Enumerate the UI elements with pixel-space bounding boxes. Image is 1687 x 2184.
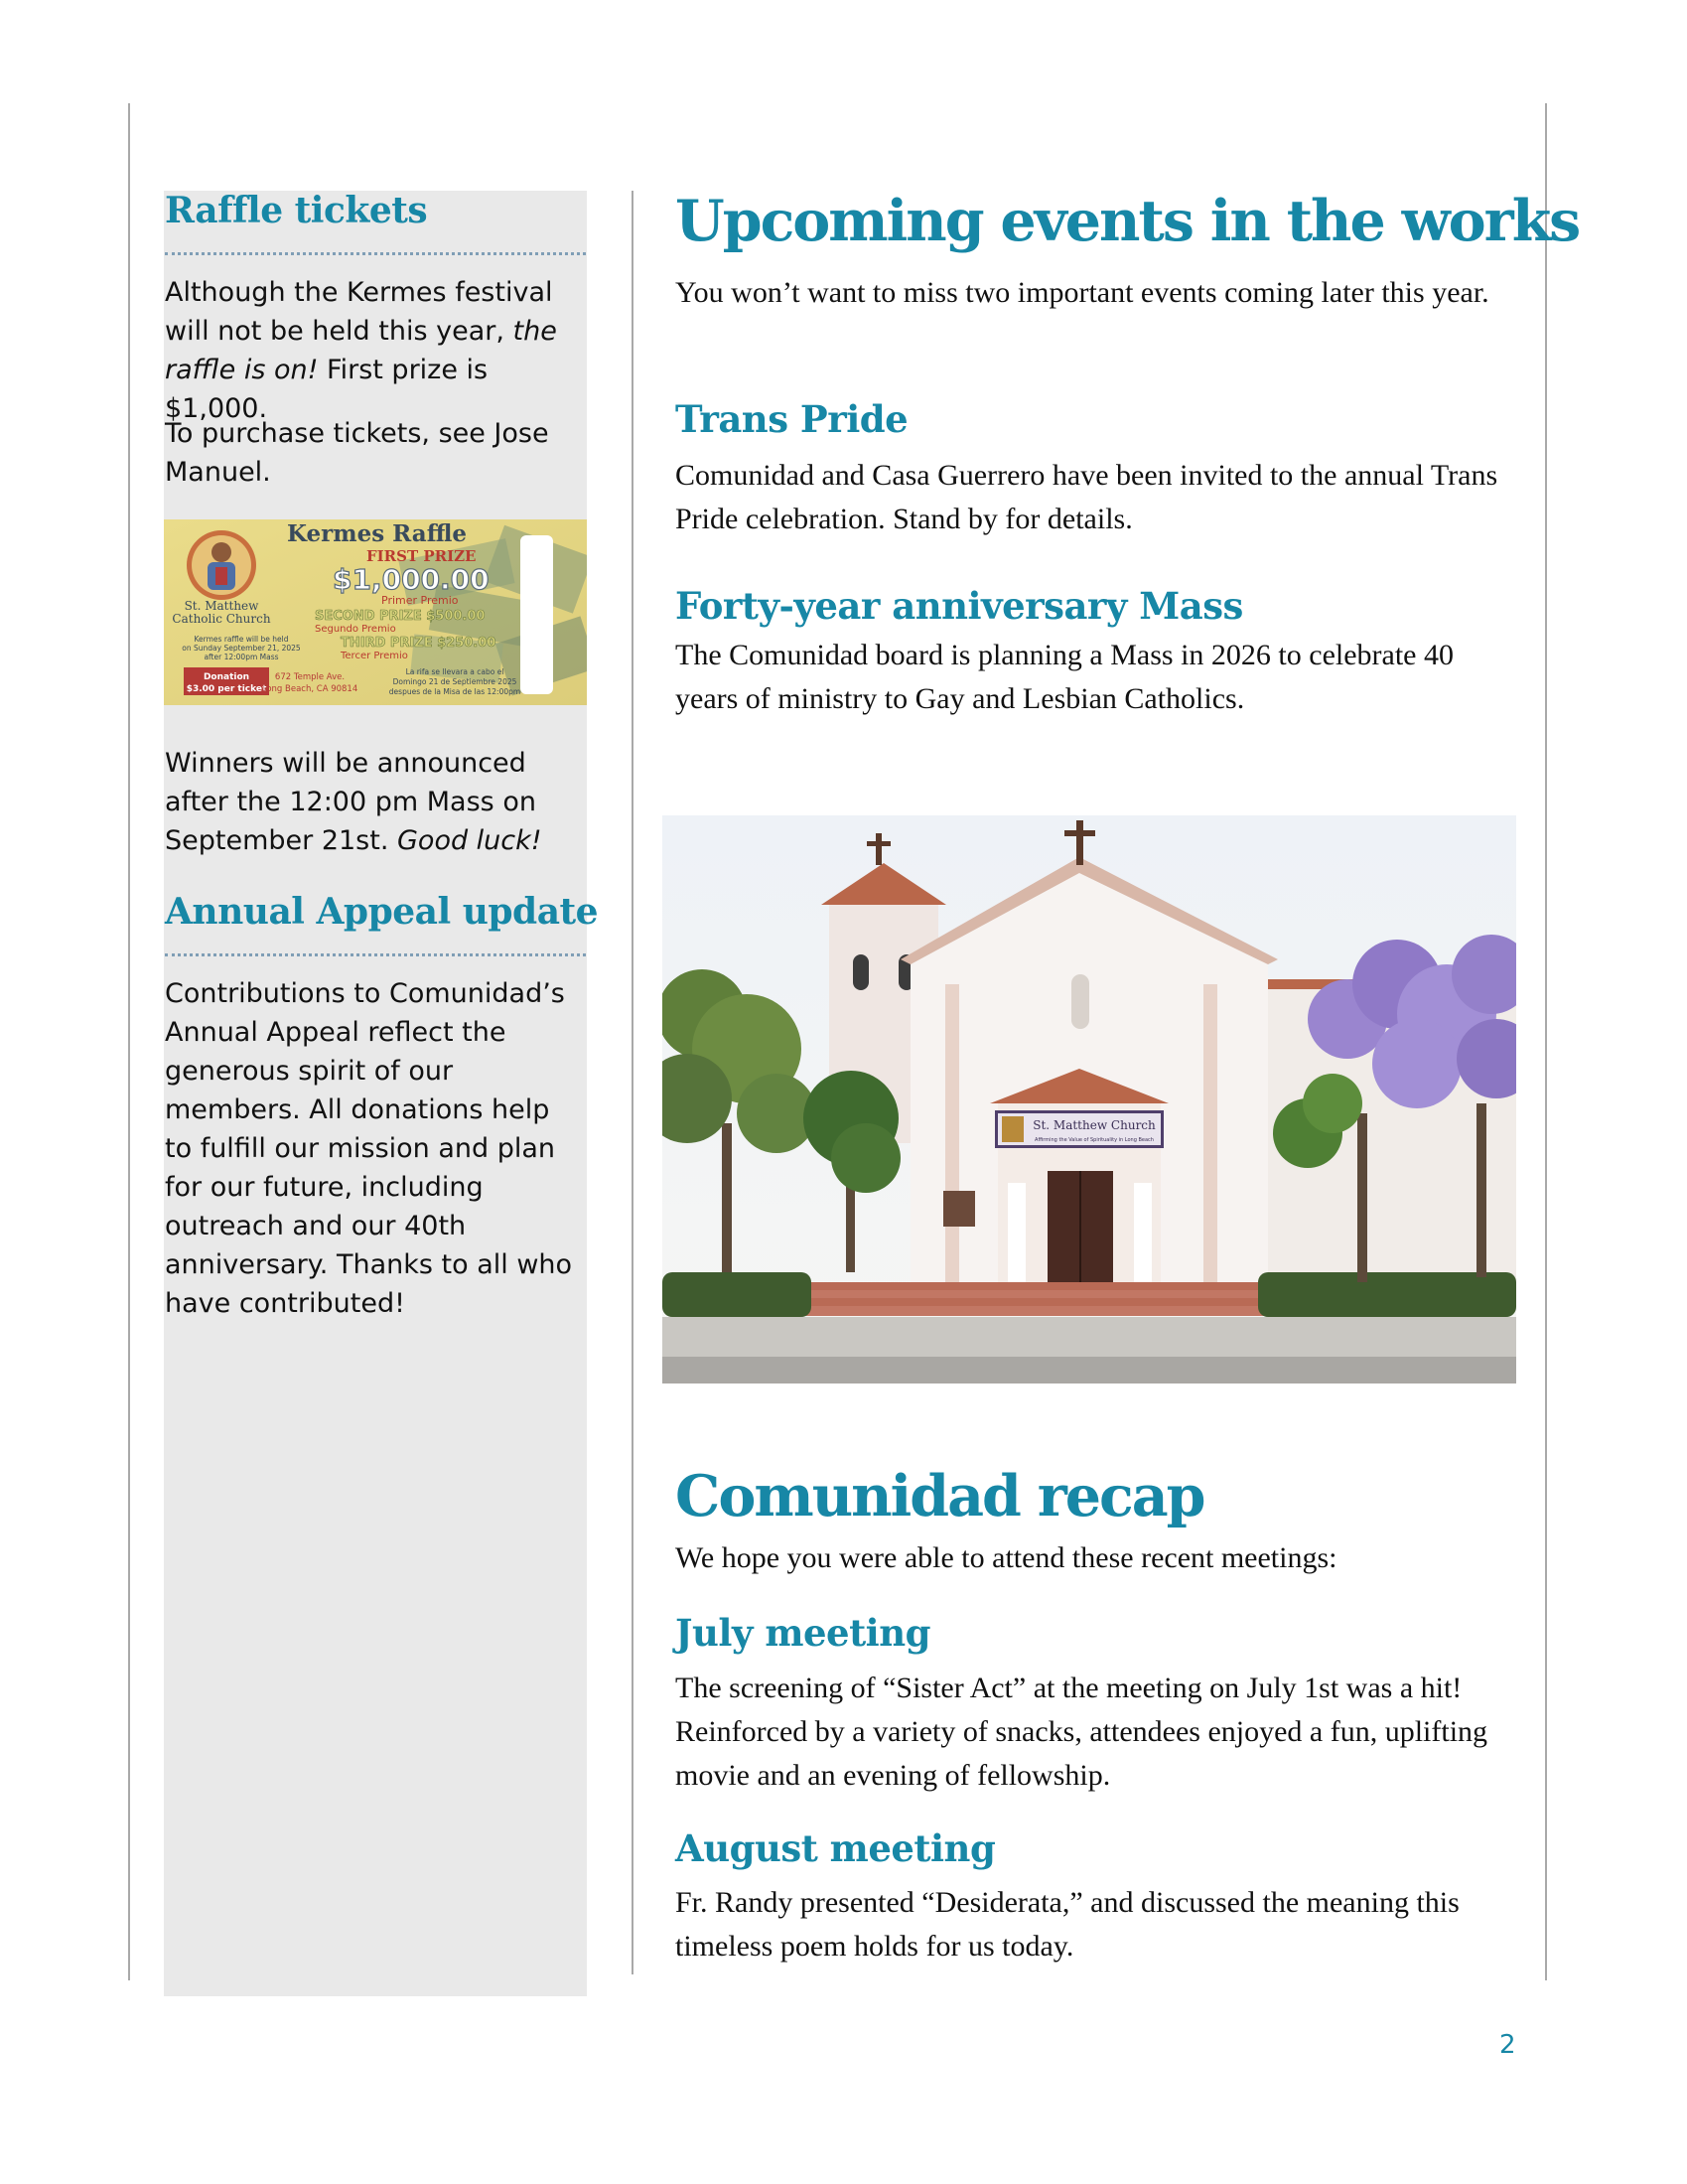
raffle-paragraph-1: Although the Kermes festival will not be held this year, the raffle is on! First prize is $1,000. (165, 277, 557, 424)
ticket-second-prize: SECOND PRIZE $500.00 (315, 609, 486, 624)
ticket-address-line-1: 672 Temple Ave. (274, 672, 346, 682)
banner-title: St. Matthew Church (1033, 1118, 1156, 1132)
ticket-first-prize-label: FIRST PRIZE (366, 547, 477, 565)
ticket-church-line-1: St. Matthew (184, 599, 259, 613)
saint-medallion-icon (187, 530, 256, 600)
raffle-paragraph-2: To purchase tickets, see Jose Manuel. (165, 418, 549, 488)
ticket-held-line-2: on Sunday September 21, 2025 (182, 644, 301, 653)
left-margin-rule (128, 103, 130, 1980)
ticket-address-line-2: Long Beach, CA 90814 (261, 684, 358, 694)
ticket-third-prize-es: Tercer Premio (341, 651, 408, 661)
trans-pride-heading: Trans Pride (675, 397, 909, 441)
ticket-donation-line-1: Donation (203, 672, 250, 682)
ticket-held-line-1: Kermes raffle will be held (194, 635, 289, 644)
ticket-es-line-3: despues de la Misa de las 12:00pm (388, 687, 521, 696)
raffle-paragraph-3: Winners will be announced after the 12:00 pm Mass on September 21st. Good luck! (165, 748, 542, 856)
ticket-title: Kermes Raffle (287, 520, 468, 547)
appeal-paragraph: Contributions to Comunidad’s Annual Appeal reflect the generous spirit of our members. All donations help to fulfill our mission and plan for our future, including outreach and our 40th anniversary. Thanks to all who have contributed! (165, 978, 573, 1319)
ticket-first-prize-amount: $1,000.00 (333, 563, 490, 596)
august-meeting-body: Fr. Randy presented “Desiderata,” and discussed the meaning this timeless poem holds for us today. (675, 1886, 1460, 1963)
column-divider-rule (632, 191, 633, 1974)
upcoming-intro: You won’t want to miss two important events coming later this year. (675, 276, 1489, 309)
ticket-church-line-2: Catholic Church (172, 612, 271, 626)
ticket-first-prize-es: Primer Premio (381, 594, 459, 607)
recap-intro: We hope you were able to attend these recent meetings: (675, 1541, 1337, 1574)
appeal-heading: Annual Appeal update (165, 891, 599, 933)
raffle-heading-divider (165, 252, 586, 255)
upcoming-heading: Upcoming events in the works (675, 188, 1580, 254)
ticket-es-line-1: La rifa se llevara a cabo el (405, 667, 504, 676)
ticket-es-line-2: Domingo 21 de Septiembre 2025 (392, 677, 517, 686)
ticket-held-line-3: after 12:00pm Mass (204, 653, 279, 661)
ticket-second-prize-es: Segundo Premio (315, 624, 396, 635)
ticket-stub (520, 535, 553, 694)
ticket-third-prize: THIRD PRIZE $250.00 (341, 636, 496, 651)
ticket-donation-line-2: $3.00 per ticket (186, 684, 267, 694)
july-meeting-body: The screening of “Sister Act” at the meeting on July 1st was a hit! Reinforced by a variety of snacks, attendees enjoyed a fun, uplifting movie and an evening of fellowship. (675, 1672, 1488, 1792)
raffle-heading: Raffle tickets (165, 190, 428, 231)
august-meeting-heading: August meeting (675, 1826, 996, 1870)
anniversary-body: The Comunidad board is planning a Mass in 2026 to celebrate 40 years of ministry to Gay and Lesbian Catholics. (675, 639, 1454, 715)
page-number: 2 (1499, 2030, 1516, 2060)
appeal-heading-divider (165, 953, 586, 956)
right-margin-rule (1545, 103, 1547, 1980)
raffle-ticket-image (164, 519, 587, 705)
july-meeting-heading: July meeting (675, 1611, 930, 1655)
anniversary-heading: Forty-year anniversary Mass (675, 584, 1243, 628)
church-photo (662, 815, 1516, 1383)
trans-pride-body: Comunidad and Casa Guerrero have been invited to the annual Trans Pride celebration. Stand by for details. (675, 459, 1498, 535)
banner-subtitle: Affirming the Value of Spirituality in Long Beach (1035, 1137, 1154, 1143)
recap-heading: Comunidad recap (675, 1463, 1204, 1529)
